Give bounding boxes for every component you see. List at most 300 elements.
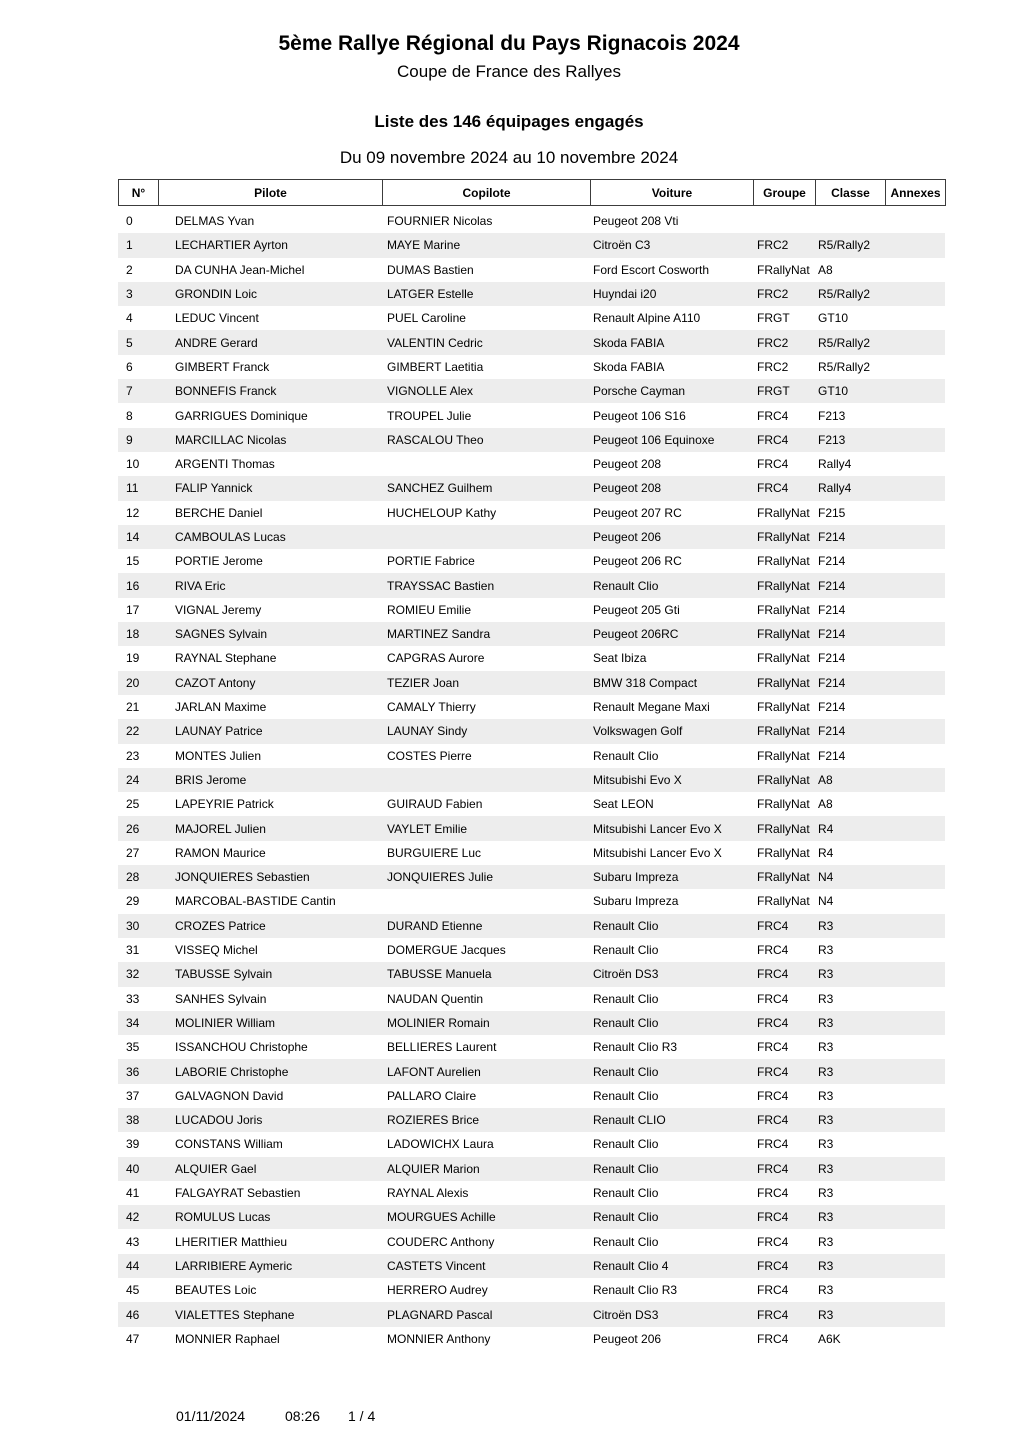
table-row	[118, 306, 945, 330]
cell-groupe: FRC4	[757, 1161, 789, 1176]
cell-voiture: Renault Clio	[593, 991, 659, 1006]
cell-voiture: Renault Clio 4	[593, 1258, 669, 1273]
cell-pilote: PORTIE Jerome	[175, 554, 263, 569]
table-row	[118, 403, 945, 427]
page-subtitle: Coupe de France des Rallyes	[397, 62, 621, 81]
cell-voiture: Peugeot 208	[593, 457, 662, 472]
cell-voiture: Subaru Impreza	[593, 894, 679, 909]
cell-voiture: Renault Clio	[593, 1186, 659, 1201]
cell-pilote: GARRIGUES Dominique	[175, 408, 308, 423]
table-row	[118, 476, 945, 500]
cell-classe: R3	[818, 1283, 834, 1298]
cell-num: 43	[126, 1234, 140, 1249]
cell-pilote: LHERITIER Matthieu	[175, 1234, 288, 1249]
cell-num: 25	[126, 797, 140, 812]
cell-copilote	[382, 768, 590, 792]
cell-num: 28	[126, 870, 140, 885]
cell-annexes	[885, 1108, 945, 1132]
cell-voiture: Renault Clio	[593, 943, 659, 958]
table-row	[118, 209, 945, 233]
cell-num: 11	[126, 481, 139, 496]
cell-annexes	[885, 1254, 945, 1278]
table-row	[118, 282, 945, 306]
cell-classe: A8	[818, 797, 833, 812]
cell-voiture: Renault Megane Maxi	[593, 700, 710, 715]
cell-annexes	[885, 768, 945, 792]
table-row	[118, 428, 945, 452]
cell-groupe: FRallyNat	[757, 627, 810, 642]
cell-voiture: Peugeot 206	[593, 530, 662, 544]
cell-pilote: SAGNES Sylvain	[175, 627, 268, 642]
cell-num: 26	[126, 821, 140, 836]
cell-pilote: BERCHE Daniel	[175, 505, 263, 520]
cell-pilote: ARGENTI Thomas	[175, 457, 275, 472]
cell-pilote: DA CUNHA Jean-Michel	[175, 262, 305, 277]
cell-groupe: FRallyNat	[757, 651, 810, 666]
table-row	[118, 1108, 945, 1132]
cell-classe: R3	[818, 1015, 834, 1030]
cell-classe: F214	[818, 700, 846, 715]
cell-groupe: FRC4	[757, 1186, 789, 1201]
cell-num: 5	[126, 335, 133, 350]
cell-pilote: ALQUIER Gael	[175, 1161, 257, 1176]
cell-num: 4	[126, 311, 133, 326]
cell-annexes	[885, 379, 945, 403]
cell-groupe: FRC4	[757, 1064, 789, 1079]
cell-annexes	[885, 744, 945, 768]
cell-groupe: FRC4	[757, 1283, 789, 1298]
cell-annexes	[885, 525, 945, 549]
cell-num: 36	[126, 1064, 140, 1079]
cell-copilote: VALENTIN Cedric	[387, 335, 483, 350]
cell-groupe: FRC4	[757, 457, 789, 472]
cell-voiture: Peugeot 106 Equinoxe	[593, 432, 715, 447]
cell-copilote: TROUPEL Julie	[387, 408, 472, 423]
cell-groupe: FRC4	[757, 1307, 789, 1322]
cell-pilote: MONNIER Raphael	[175, 1331, 280, 1346]
cell-copilote: NAUDAN Quentin	[387, 991, 484, 1006]
cell-num: 19	[126, 651, 140, 666]
cell-voiture: Peugeot 206	[593, 1331, 662, 1346]
table-row	[118, 330, 945, 354]
table-row	[118, 258, 945, 282]
cell-num: 22	[126, 724, 140, 739]
column-header-num: N°	[119, 180, 159, 206]
cell-copilote: DURAND Etienne	[387, 918, 483, 933]
cell-pilote: LAPEYRIE Patrick	[175, 797, 274, 812]
cell-groupe: FRC4	[757, 918, 789, 933]
cell-groupe: FRC4	[757, 1258, 789, 1273]
cell-copilote: TABUSSE Manuela	[387, 967, 492, 982]
cell-groupe: FRC4	[757, 481, 789, 496]
cell-copilote: MAYE Marine	[387, 238, 461, 253]
cell-annexes	[885, 938, 945, 962]
cell-pilote: LARRIBIERE Aymeric	[175, 1258, 293, 1273]
cell-num: 9	[126, 432, 133, 447]
cell-voiture: Mitsubishi Lancer Evo X	[593, 845, 722, 860]
cell-annexes	[885, 1011, 945, 1035]
cell-classe: R3	[818, 1064, 834, 1079]
cell-copilote: BELLIERES Laurent	[387, 1040, 497, 1055]
cell-groupe: FRallyNat	[757, 772, 810, 787]
cell-num: 45	[126, 1283, 140, 1298]
cell-pilote: BRIS Jerome	[175, 772, 247, 787]
cell-pilote: GIMBERT Franck	[175, 359, 270, 374]
cell-copilote: DOMERGUE Jacques	[387, 943, 506, 958]
cell-annexes	[885, 671, 945, 695]
cell-groupe: FRC4	[757, 943, 789, 958]
cell-num: 15	[126, 554, 140, 569]
cell-pilote: TABUSSE Sylvain	[175, 967, 273, 982]
cell-groupe: FRC4	[757, 991, 789, 1006]
cell-classe: F214	[818, 578, 846, 593]
cell-num: 31	[126, 943, 140, 958]
cell-pilote: CAMBOULAS Lucas	[175, 530, 286, 544]
cell-annexes	[885, 428, 945, 452]
table-row	[118, 792, 945, 816]
cell-num: 8	[126, 408, 133, 423]
cell-voiture: Peugeot 207 RC	[593, 505, 682, 520]
cell-num: 39	[126, 1137, 140, 1152]
table-row	[118, 501, 945, 525]
cell-copilote: ROMIEU Emilie	[387, 602, 472, 617]
cell-num: 29	[126, 894, 140, 909]
table-row	[118, 1254, 945, 1278]
table-row	[118, 622, 945, 646]
cell-pilote: RIVA Eric	[175, 578, 226, 593]
cell-pilote: GALVAGNON David	[175, 1088, 284, 1103]
cell-groupe: FRGT	[757, 311, 790, 326]
table-row	[118, 452, 945, 476]
cell-voiture: Renault Clio	[593, 748, 659, 763]
cell-voiture: Renault Clio	[593, 1088, 659, 1103]
cell-pilote: ROMULUS Lucas	[175, 1210, 271, 1225]
table-row	[118, 962, 945, 986]
cell-copilote: HERRERO Audrey	[387, 1283, 488, 1298]
cell-groupe: FRallyNat	[757, 675, 810, 690]
cell-num: 46	[126, 1307, 140, 1322]
cell-pilote: LUCADOU Joris	[175, 1113, 263, 1128]
cell-groupe: FRC4	[757, 1210, 789, 1225]
cell-num: 1	[126, 238, 133, 253]
cell-voiture: Peugeot 106 S16	[593, 408, 686, 423]
table-row	[118, 646, 945, 670]
cell-classe: A8	[818, 262, 833, 277]
cell-copilote: RASCALOU Theo	[387, 432, 484, 447]
cell-voiture: Mitsubishi Evo X	[593, 772, 682, 787]
cell-copilote: MOURGUES Achille	[387, 1210, 496, 1225]
cell-classe: Rally4	[818, 457, 852, 472]
cell-classe: R3	[818, 967, 834, 982]
cell-annexes	[885, 1229, 945, 1253]
cell-pilote: LAUNAY Patrice	[175, 724, 263, 739]
cell-annexes	[885, 549, 945, 573]
cell-voiture: Citroën C3	[593, 238, 651, 253]
cell-voiture: Seat LEON	[593, 797, 654, 812]
cell-classe: F214	[818, 530, 846, 544]
table-row	[118, 841, 945, 865]
column-header-copilote: Copilote	[383, 180, 591, 206]
cell-voiture: Skoda FABIA	[593, 359, 665, 374]
cell-annexes	[885, 403, 945, 427]
table-row	[118, 598, 945, 622]
cell-classe: R3	[818, 1040, 834, 1055]
cell-num: 23	[126, 748, 140, 763]
cell-num: 16	[126, 578, 140, 593]
table-row	[118, 1278, 945, 1302]
cell-classe: R4	[818, 821, 834, 836]
table-row	[118, 525, 945, 549]
cell-copilote	[382, 452, 590, 476]
cell-annexes	[885, 841, 945, 865]
table-row	[118, 1011, 945, 1035]
cell-groupe: FRC4	[757, 408, 789, 423]
cell-num: 42	[126, 1210, 140, 1225]
table-row	[118, 1059, 945, 1083]
cell-voiture: Renault Clio	[593, 1210, 659, 1225]
cell-classe: F214	[818, 675, 846, 690]
cell-pilote: ISSANCHOU Christophe	[175, 1040, 308, 1055]
cell-annexes	[885, 1302, 945, 1326]
cell-num: 40	[126, 1161, 140, 1176]
entry-table	[118, 179, 945, 1351]
cell-annexes	[885, 598, 945, 622]
table-row	[118, 719, 945, 743]
cell-annexes	[885, 816, 945, 840]
cell-voiture: Skoda FABIA	[593, 335, 665, 350]
column-header-pilote: Pilote	[159, 180, 383, 206]
cell-groupe: FRC4	[757, 1331, 789, 1346]
table-row	[118, 1302, 945, 1326]
cell-annexes	[885, 889, 945, 913]
cell-voiture: Renault Clio	[593, 1064, 659, 1079]
cell-num: 47	[126, 1331, 140, 1346]
header-row	[119, 180, 946, 206]
cell-classe: R3	[818, 991, 834, 1006]
cell-copilote: HUCHELOUP Kathy	[387, 505, 497, 520]
cell-voiture: Renault Clio	[593, 1137, 659, 1152]
cell-classe: A6K	[818, 1331, 841, 1346]
cell-groupe: FRallyNat	[757, 530, 810, 544]
cell-voiture: Mitsubishi Lancer Evo X	[593, 821, 722, 836]
cell-copilote: VAYLET Emilie	[387, 821, 468, 836]
cell-annexes	[885, 1059, 945, 1083]
cell-groupe: FRallyNat	[757, 894, 810, 909]
cell-copilote: DUMAS Bastien	[387, 262, 474, 277]
cell-groupe: FRC4	[757, 432, 789, 447]
cell-groupe: FRC2	[757, 335, 789, 350]
cell-voiture: Citroën DS3	[593, 967, 659, 982]
table-row	[118, 1157, 945, 1181]
cell-annexes	[885, 987, 945, 1011]
cell-voiture: BMW 318 Compact	[593, 675, 698, 690]
cell-voiture: Renault Clio	[593, 1015, 659, 1030]
cell-num: 12	[126, 505, 140, 520]
cell-annexes	[885, 452, 945, 476]
cell-annexes	[885, 914, 945, 938]
column-header-groupe: Groupe	[754, 180, 816, 206]
cell-groupe: FRC4	[757, 1040, 789, 1055]
cell-groupe: FRC2	[757, 238, 789, 253]
cell-num: 3	[126, 287, 133, 302]
cell-annexes	[885, 1084, 945, 1108]
cell-pilote: MOLINIER William	[175, 1015, 276, 1030]
table-row	[118, 379, 945, 403]
cell-num: 7	[126, 384, 133, 399]
cell-groupe: FRC4	[757, 1088, 789, 1103]
cell-annexes	[885, 1157, 945, 1181]
cell-classe: A8	[818, 772, 833, 787]
table-row	[118, 573, 945, 597]
cell-groupe: FRallyNat	[757, 554, 810, 569]
cell-classe: R3	[818, 1234, 834, 1249]
cell-classe: R3	[818, 1210, 834, 1225]
cell-copilote: MONNIER Anthony	[387, 1331, 491, 1346]
cell-classe: N4	[818, 870, 834, 885]
cell-pilote: MARCILLAC Nicolas	[175, 432, 287, 447]
cell-classe: F214	[818, 602, 846, 617]
cell-groupe: FRallyNat	[757, 602, 810, 617]
cell-num: 17	[126, 602, 140, 617]
cell-annexes	[885, 1205, 945, 1229]
cell-pilote: VISSEQ Michel	[175, 943, 258, 958]
cell-annexes	[885, 476, 945, 500]
cell-copilote: CAMALY Thierry	[387, 700, 476, 715]
table-row	[118, 1205, 945, 1229]
table-row	[118, 1084, 945, 1108]
cell-voiture: Peugeot 208	[593, 481, 662, 496]
cell-pilote: ANDRE Gerard	[175, 335, 258, 350]
cell-pilote: CROZES Patrice	[175, 918, 266, 933]
cell-copilote: PALLARO Claire	[387, 1088, 477, 1103]
cell-num: 0	[126, 214, 133, 229]
cell-annexes	[885, 1327, 945, 1351]
footer-date: 01/11/2024	[176, 1408, 246, 1424]
cell-classe: R3	[818, 918, 834, 933]
cell-pilote: MARCOBAL-BASTIDE Cantin	[175, 894, 336, 909]
entry-table-body-table	[118, 209, 945, 1351]
cell-num: 41	[126, 1186, 140, 1201]
cell-classe: F213	[818, 408, 846, 423]
table-body	[118, 209, 945, 1351]
cell-classe: F213	[818, 432, 846, 447]
cell-copilote: JONQUIERES Julie	[387, 870, 494, 885]
cell-copilote: RAYNAL Alexis	[387, 1186, 469, 1201]
cell-num: 10	[126, 457, 140, 472]
cell-groupe: FRC4	[757, 967, 789, 982]
cell-pilote: BEAUTES Loic	[175, 1283, 257, 1298]
cell-copilote	[382, 525, 590, 549]
entry-list-title: Liste des 146 équipages engagés	[374, 112, 644, 131]
cell-classe: R3	[818, 943, 834, 958]
cell-classe: R3	[818, 1088, 834, 1103]
cell-classe: F214	[818, 748, 846, 763]
cell-copilote: FOURNIER Nicolas	[387, 214, 493, 229]
entry-table-header	[118, 179, 946, 206]
table-row	[118, 816, 945, 840]
footer-time: 08:26	[285, 1408, 321, 1424]
cell-annexes	[885, 1132, 945, 1156]
cell-classe	[815, 209, 885, 233]
cell-groupe	[753, 209, 815, 233]
cell-groupe: FRallyNat	[757, 505, 810, 520]
cell-num: 27	[126, 845, 140, 860]
cell-copilote: PORTIE Fabrice	[387, 554, 475, 569]
cell-groupe: FRC4	[757, 1113, 789, 1128]
cell-annexes	[885, 330, 945, 354]
footer-page-number: 1 / 4	[348, 1408, 376, 1424]
cell-copilote: GIMBERT Laetitia	[387, 359, 484, 374]
cell-groupe: FRC4	[757, 1015, 789, 1030]
cell-copilote: LAFONT Aurelien	[387, 1064, 481, 1079]
cell-groupe: FRallyNat	[757, 724, 810, 739]
cell-voiture: Seat Ibiza	[593, 651, 647, 666]
table-row	[118, 865, 945, 889]
column-header-classe: Classe	[816, 180, 886, 206]
cell-copilote: MOLINIER Romain	[387, 1015, 490, 1030]
cell-pilote: RAYNAL Stephane	[175, 651, 277, 666]
cell-copilote: TEZIER Joan	[387, 675, 460, 690]
cell-voiture: Peugeot 205 Gti	[593, 602, 680, 617]
cell-classe: R5/Rally2	[818, 287, 871, 302]
cell-num: 30	[126, 918, 140, 933]
cell-groupe: FRallyNat	[757, 700, 810, 715]
cell-classe: R3	[818, 1258, 834, 1273]
table-row	[118, 549, 945, 573]
cell-copilote: COUDERC Anthony	[387, 1234, 495, 1249]
cell-classe: R3	[818, 1137, 834, 1152]
cell-classe: F214	[818, 724, 846, 739]
cell-copilote: CAPGRAS Aurore	[387, 651, 485, 666]
cell-annexes	[885, 233, 945, 257]
cell-classe: GT10	[818, 311, 849, 326]
cell-voiture: Volkswagen Golf	[593, 724, 683, 739]
cell-voiture: Renault Clio R3	[593, 1283, 678, 1298]
cell-copilote: ROZIERES Brice	[387, 1113, 480, 1128]
cell-voiture: Renault Alpine A110	[593, 311, 701, 326]
cell-annexes	[885, 792, 945, 816]
cell-copilote: CASTETS Vincent	[387, 1258, 486, 1273]
cell-annexes	[885, 1278, 945, 1302]
cell-copilote: COSTES Pierre	[387, 748, 472, 763]
cell-voiture: Citroën DS3	[593, 1307, 659, 1322]
cell-classe: Rally4	[818, 481, 852, 496]
event-date-range: Du 09 novembre 2024 au 10 novembre 2024	[339, 148, 679, 167]
cell-annexes	[885, 573, 945, 597]
cell-pilote: JARLAN Maxime	[175, 700, 267, 715]
cell-classe: R4	[818, 845, 834, 860]
cell-voiture: Renault CLIO	[593, 1113, 666, 1128]
cell-num: 38	[126, 1113, 140, 1128]
cell-num: 34	[126, 1015, 140, 1030]
cell-pilote: VIALETTES Stephane	[175, 1307, 295, 1322]
cell-annexes	[885, 501, 945, 525]
cell-pilote: FALGAYRAT Sebastien	[175, 1186, 301, 1201]
cell-num: 6	[126, 359, 133, 374]
cell-annexes	[885, 209, 945, 233]
cell-annexes	[885, 1035, 945, 1059]
cell-copilote: TRAYSSAC Bastien	[387, 578, 495, 593]
cell-pilote: CONSTANS William	[175, 1137, 283, 1152]
cell-classe: R3	[818, 1186, 834, 1201]
cell-classe: F215	[818, 505, 846, 520]
cell-annexes	[885, 282, 945, 306]
cell-pilote: JONQUIERES Sebastien	[175, 870, 310, 885]
cell-classe: F214	[818, 627, 846, 642]
cell-num: 33	[126, 991, 140, 1006]
cell-num: 18	[126, 627, 140, 642]
table-row	[118, 1181, 945, 1205]
